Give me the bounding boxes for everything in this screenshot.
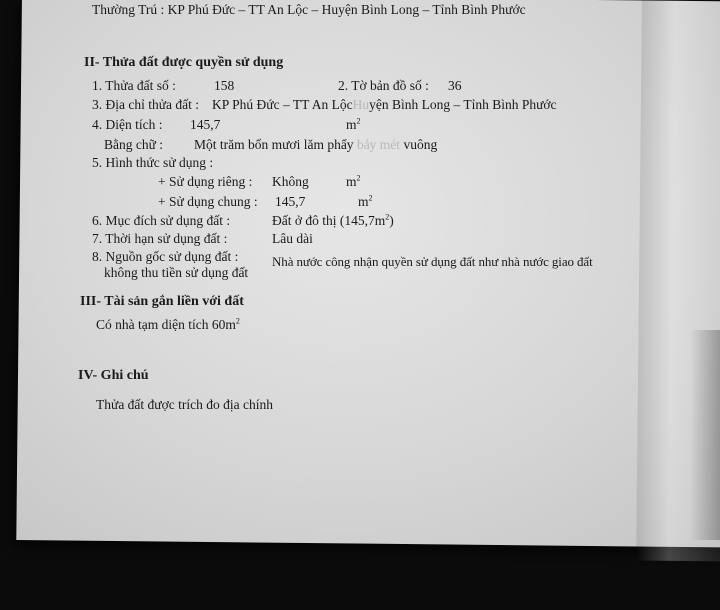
origin-label-2: không thu tiền sử dụng đất: [104, 265, 249, 280]
shared-use-value: 145,7: [275, 194, 306, 209]
map-sheet-value: 36: [448, 78, 462, 93]
private-use-label: + Sử dụng riêng :: [158, 174, 253, 189]
in-words-label: Bằng chữ :: [104, 137, 164, 152]
paper-fold: [636, 0, 720, 561]
purpose-label: 6. Mục đích sử dụng đất :: [92, 213, 231, 228]
shared-use-label: + Sử dụng chung :: [158, 194, 258, 209]
origin-label: 8. Nguồn gốc sử dụng đất :: [92, 249, 239, 264]
map-sheet-label: 2. Tờ bản đồ số :: [338, 78, 429, 93]
section-2-title: II- Thửa đất được quyền sử dụng: [84, 55, 284, 70]
in-words-value: Một trăm bốn mươi lăm phẩy bảy mét vuông: [194, 137, 438, 152]
section-3-title: III- Tài sản gắn liền với đất: [80, 294, 244, 309]
origin-value: Nhà nước công nhận quyền sử dụng đất như nhà nước giao đất: [272, 254, 593, 269]
residence-line: Thường Trú : KP Phú Đức – TT An Lộc – Huyện Bình Long – Tỉnh Bình Phước: [92, 2, 526, 17]
shared-use-unit: $m^2$: [358, 193, 373, 209]
duration-label: 7. Thời hạn sử dụng đất :: [92, 231, 228, 246]
usage-form-label: 5. Hình thức sử dụng :: [92, 155, 214, 170]
private-use-unit: $m^2$: [346, 173, 361, 189]
section-4-content: Thửa đất được trích đo địa chính: [96, 397, 273, 412]
parcel-label: 1. Thửa đất số :: [92, 78, 176, 93]
duration-value: Lâu dài: [272, 231, 313, 246]
section-4-title: IV- Ghi chú: [78, 368, 149, 383]
private-use-value: Không: [272, 174, 309, 189]
address-value: KP Phú Đức – TT An LộcHuyện Bình Long – Tỉnh Bình Phước: [212, 97, 557, 112]
purpose-value: Đất ở đô thị $(145,7m^2)$: [272, 212, 394, 228]
parcel-value: 158: [214, 78, 235, 93]
area-unit: $m^2$: [346, 116, 361, 132]
area-value: 145,7: [190, 117, 221, 132]
section-3-content: Có nhà tạm diện tích $60m^2$: [96, 316, 240, 332]
address-label: 3. Địa chỉ thửa đất :: [92, 97, 200, 112]
area-label: 4. Diện tích :: [92, 117, 163, 132]
